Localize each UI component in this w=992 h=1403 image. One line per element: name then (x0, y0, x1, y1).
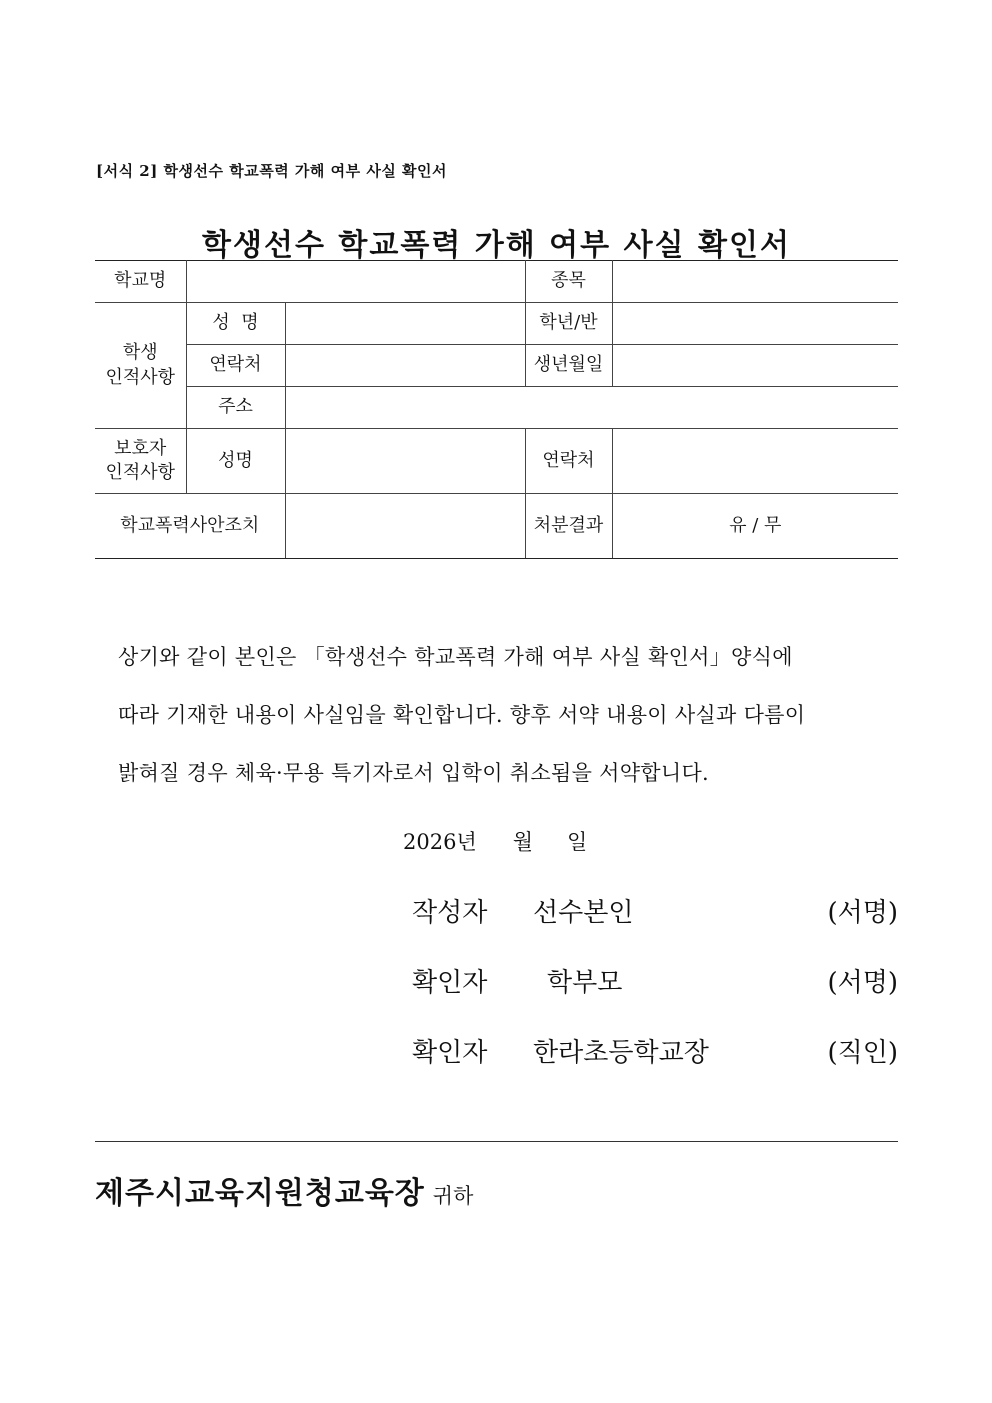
signature-role: 작성자 (412, 898, 488, 928)
guardian-contact-label: 연락처 (525, 429, 612, 494)
student-section-line2: 인적사항 (105, 366, 176, 388)
disposition-choice[interactable]: 유 / 무 (612, 494, 898, 559)
divider (95, 1141, 898, 1142)
signature-row-author (412, 892, 898, 932)
addressee-name: 제주시교육지원청교육장 (95, 1176, 425, 1211)
signature-row-principal (412, 1032, 898, 1072)
signature-role: 확인자 (412, 968, 488, 998)
guardian-name-field[interactable] (285, 429, 525, 494)
disposition-label: 처분결과 (525, 494, 612, 559)
table-row-student-name (95, 303, 898, 345)
school-label: 학교명 (95, 261, 186, 303)
guardian-section-line2: 인적사항 (105, 462, 176, 483)
sport-label: 종목 (525, 261, 612, 303)
grade-class-label: 학년/반 (525, 303, 612, 345)
student-section-line1: 학생 (122, 342, 158, 364)
sport-field[interactable] (612, 261, 898, 303)
signature-mark[interactable]: (서명) (827, 898, 898, 928)
student-section-label (95, 303, 186, 429)
date-year: 2026년 (403, 830, 477, 854)
guardian-contact-field[interactable] (612, 429, 898, 494)
address-label: 주소 (186, 387, 285, 429)
table-row-address (95, 387, 898, 429)
statement-line: 따라 기재한 내용이 사실임을 확인합니다. 향후 서약 내용이 사실과 다름이 (118, 703, 806, 727)
signature-mark[interactable]: (서명) (827, 968, 898, 998)
student-contact-label: 연락처 (186, 345, 285, 387)
pledge-statement (118, 628, 878, 802)
document-title: 학생선수 학교폭력 가해 여부 사실 확인서 (202, 228, 791, 263)
form-reference: [서식 2] 학생선수 학교폭력 가해 여부 사실 확인서 (96, 162, 447, 180)
birthdate-label: 생년월일 (525, 345, 612, 387)
addressee-suffix: 귀하 (432, 1184, 474, 1208)
seal-mark[interactable]: (직인) (827, 1038, 898, 1068)
address-field[interactable] (285, 387, 898, 429)
date-month: 월 (512, 830, 534, 854)
signature-person: 선수본인 (533, 898, 634, 928)
statement-line: 밝혀질 경우 체육·무용 특기자로서 입학이 취소됨을 서약합니다. (118, 761, 710, 785)
addressee (95, 1168, 473, 1212)
violence-measure-label: 학교폭력사안조치 (95, 494, 285, 559)
signature-role: 확인자 (412, 1038, 488, 1068)
student-name-field[interactable] (285, 303, 525, 345)
birthdate-field[interactable] (612, 345, 898, 387)
table-row-student-contact (95, 345, 898, 387)
guardian-section-label (95, 429, 186, 494)
student-contact-field[interactable] (285, 345, 525, 387)
table-row-violence-measure (95, 494, 898, 559)
school-field[interactable] (186, 261, 525, 303)
student-name-label: 성 명 (186, 303, 285, 345)
date-line (403, 826, 587, 856)
signature-person: 한라초등학교장 (533, 1038, 709, 1068)
date-day: 일 (567, 830, 588, 854)
signature-person: 학부모 (547, 968, 623, 998)
grade-class-field[interactable] (612, 303, 898, 345)
personal-info-table (95, 260, 898, 559)
table-row-guardian (95, 429, 898, 494)
table-row-school (95, 261, 898, 303)
guardian-section-line1: 보호자 (114, 437, 167, 459)
statement-line: 상기와 같이 본인은 「학생선수 학교폭력 가해 여부 사실 확인서」양식에 (118, 645, 793, 669)
guardian-name-label: 성명 (186, 429, 285, 494)
signature-row-parent (412, 962, 898, 1002)
violence-measure-field[interactable] (285, 494, 525, 559)
